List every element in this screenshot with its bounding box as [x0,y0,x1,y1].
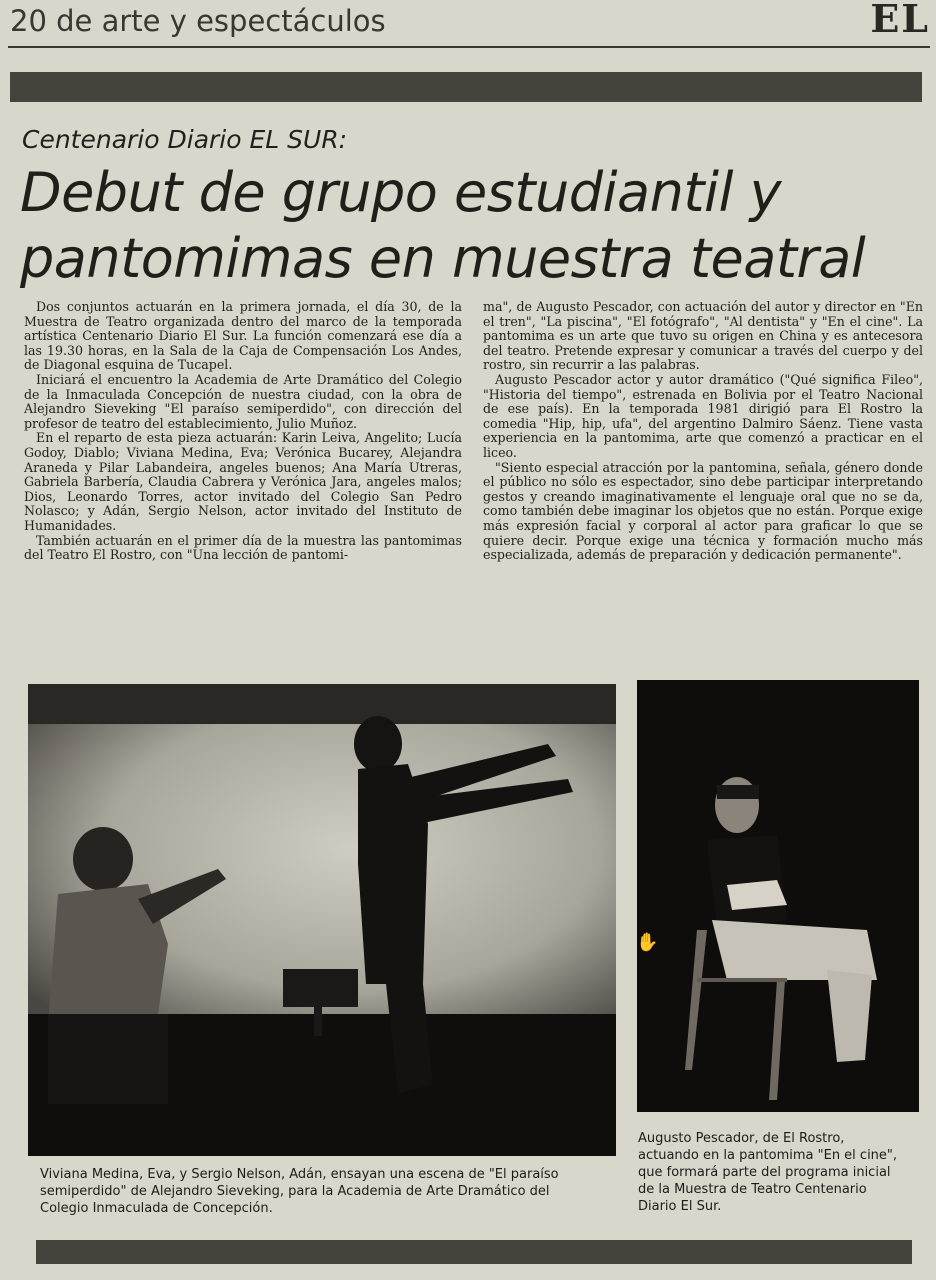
top-banner-bar [10,72,922,102]
paragraph: Dos conjuntos actuarán en la primera jornada, el día 30, de la Muestra de Teatro organizada dentro del marco de la temporada artística Centenario Diario El Sur. La función comenzará ese día a las 19.30 horas, en la Sala de la Caja de Compensación Los Andes, de Diagonal esquina de Tucapel. [24,299,462,373]
photo-mime-performer-image [637,680,919,1112]
photo-stage-scene [28,684,616,1156]
paragraph: ma", de Augusto Pescador, con actuación del autor y director en "En el tren", "La piscina", "El fotógrafo", "Al dentista" y "En el cine". La pantomima es un arte que tuvo su origen en China y es antecesora del teatro. Pretende expresar y comunicar a través del cuerpo y del rostro, sin recurrir a las palabras. [483,299,923,373]
header-rule [8,46,930,48]
paragraph: También actuarán en el primer día de la muestra las pantomimas del Teatro El Rostro, con "Una lección de pantomi- [24,532,462,563]
photo-caption-left: Viviana Medina, Eva, y Sergio Nelson, Adán, ensayan una escena de "El paraíso semiperdido" de Alejandro Sieveking, para la Academia de Arte Dramático del Colegio Inmaculada de Concepción. [40,1167,559,1216]
article-column-right [483,300,923,563]
photo-stage-scene-image [28,684,616,1156]
paragraph: "Siento especial atracción por la pantomina, señala, género donde el público no sólo es espectador, sino debe participar interpretando gestos y creando imaginativamente el lenguaje oral que no se da, como también debe imaginar los objetos que no están. Porque exige más expresión facial y corporal al actor para graficar lo que se quiere decir. Porque exige una técnica y formación mucho más especializada, además de preparación y dedicación permanente". [483,459,923,563]
hand-cursor-icon: ✋ [636,932,659,953]
paragraph: En el reparto de esta pieza actuarán: Karin Leiva, Angelito; Lucía Godoy, Diablo; Viviana Medina, Eva; Verónica Bucarey, Alejandra Araneda y Pilar Labandeira, angeles buenos; Ana María Utreras, Gabriela Barbería, Claudia Cabrera y Verónica Jara, angeles malos; Dios, Leonardo Torres, actor invitado del Colegio San Pedro Nolasco; y Adán, Sergio Nelson, actor invitado del Instituto de Humanidades. [24,430,462,533]
paragraph: Augusto Pescador actor y autor dramático ("Qué significa Fileo", "Historia del tiempo", estrenada en Bolivia por el Teatro Nacional de ese país). En la temporada 1981 dirigió para El Rostro la comedia "Hip, hip, ufa", del argentino Dalmiro Sáenz. Tiene vasta experiencia en la pantomima, arte que comenzó a practicar en el liceo. [483,371,923,460]
section-header: 20 de arte y espectáculos [10,4,386,38]
article-column-left [24,300,462,563]
article-headline: Debut de grupo estudiantil y pantomimas en muestra teatral [20,161,866,290]
paragraph: Iniciará el encuentro la Academia de Arte Dramático del Colegio de la Inmaculada Concepción de nuestra ciudad, con la obra de Alejandro Sieveking "El paraíso semiperdido", con dirección del profesor de teatro del establecimiento, Julio Muñoz. [24,371,462,431]
bottom-banner-bar [36,1240,912,1264]
photo-caption-right: Augusto Pescador, de El Rostro, actuando en la pantomima "En el cine", que formará parte del programa inicial de la Muestra de Teatro Centenario Diario El Sur. [638,1131,898,1214]
photo-mime-performer [637,680,919,1112]
masthead-logo: EL [870,0,930,41]
article-kicker: Centenario Diario EL SUR: [22,125,348,154]
